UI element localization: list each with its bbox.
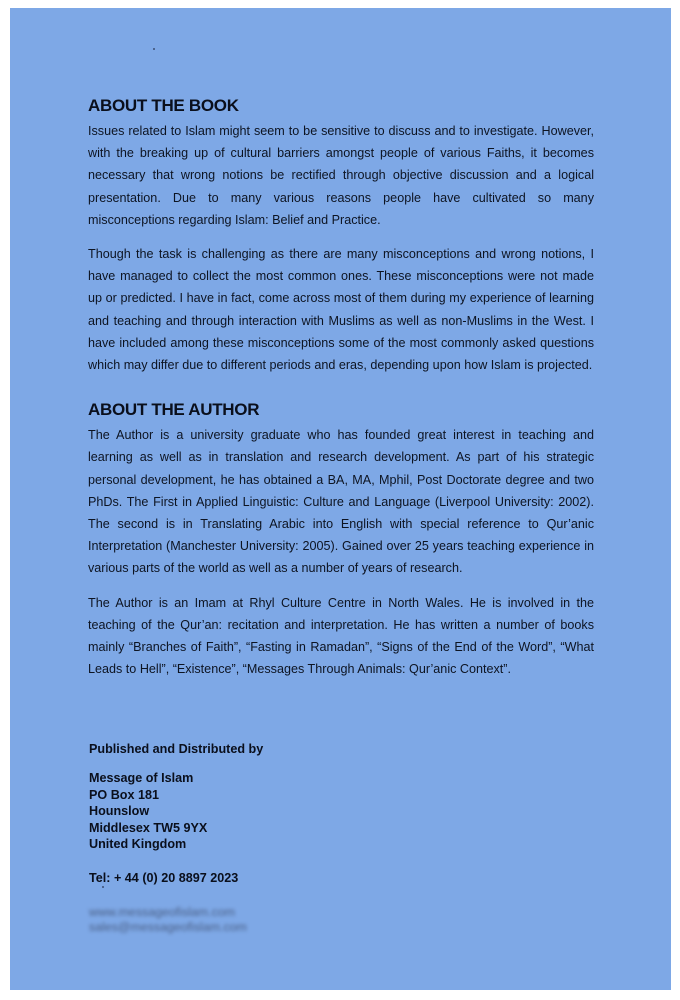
- about-author-paragraph: The Author is a university graduate who has founded great interest in teaching and learning as well as in translation and research development. As part of his strategic personal development, he has obtained a BA, MA, Mphil, Post Doctorate degree and two PhDs. The First in Applied Linguistic: Culture and Language (Liverpool University: 2002). The second is in Translating Arabic into English with special reference to Qur’anic Interpretation (Manchester University: 2005). Gained over 25 years teaching experience in various parts of the world as well as a number of years of research.: [88, 428, 594, 576]
- publisher-email: sales@messageofislam.com: [89, 919, 247, 934]
- about-author-heading: ABOUT THE AUTHOR: [88, 400, 260, 420]
- publisher-name: Message of Islam: [89, 771, 194, 785]
- publisher-postcode: Middlesex TW5 9YX: [89, 820, 208, 835]
- publisher-website: www.messageofislam.com: [89, 904, 235, 919]
- back-cover: [10, 8, 671, 990]
- print-speck: [153, 48, 155, 50]
- about-author-paragraph: The Author is an Imam at Rhyl Culture Centre in North Wales. He is involved in the teaching of the Qur’an: recitation and interpretation. He has written a number of books mainly “Branches of Faith”, “Fasting in Ramadan”, “Signs of the End of the Word”, “What Leads to Hell”, “Existence”, “Messages Through Animals: Qur’anic Context”.: [88, 595, 594, 677]
- publisher-telephone: Tel: + 44 (0) 20 8897 2023: [89, 870, 239, 885]
- publisher-po-box: PO Box 181: [89, 787, 159, 802]
- publisher-heading: Published and Distributed by: [89, 742, 264, 756]
- publisher-block: [89, 742, 409, 935]
- about-book-heading: ABOUT THE BOOK: [88, 96, 239, 115]
- about-book-paragraph: Issues related to Islam might seem to be sensitive to discuss and to investigate. However, with the breaking up of cultural barriers amongst people of various Faiths, it becomes necessary that wrong notions be rectified through objective discussion and a logical presentation. Due to many various reasons people have cultivated so many misconceptions regarding Islam: Belief and Practice.: [88, 124, 594, 227]
- publisher-contact-blurred: [89, 905, 409, 935]
- about-author-section: [88, 400, 594, 680]
- about-book-paragraph: Though the task is challenging as there are many misconceptions and wrong notions, I have managed to collect the most common ones. These misconceptions were not made up or predicted. I have in fact, come across most of them during my experience of learning and teaching and through interaction with Muslims as well as non-Muslims in the West. I have included among these misconceptions some of the most commonly asked questions which may differ due to different periods and eras, depending upon how Islam is projected.: [88, 247, 594, 373]
- about-book-section: [88, 96, 594, 376]
- publisher-town: Hounslow: [89, 804, 150, 818]
- cover-text: [88, 96, 594, 692]
- publisher-country: United Kingdom: [89, 837, 187, 851]
